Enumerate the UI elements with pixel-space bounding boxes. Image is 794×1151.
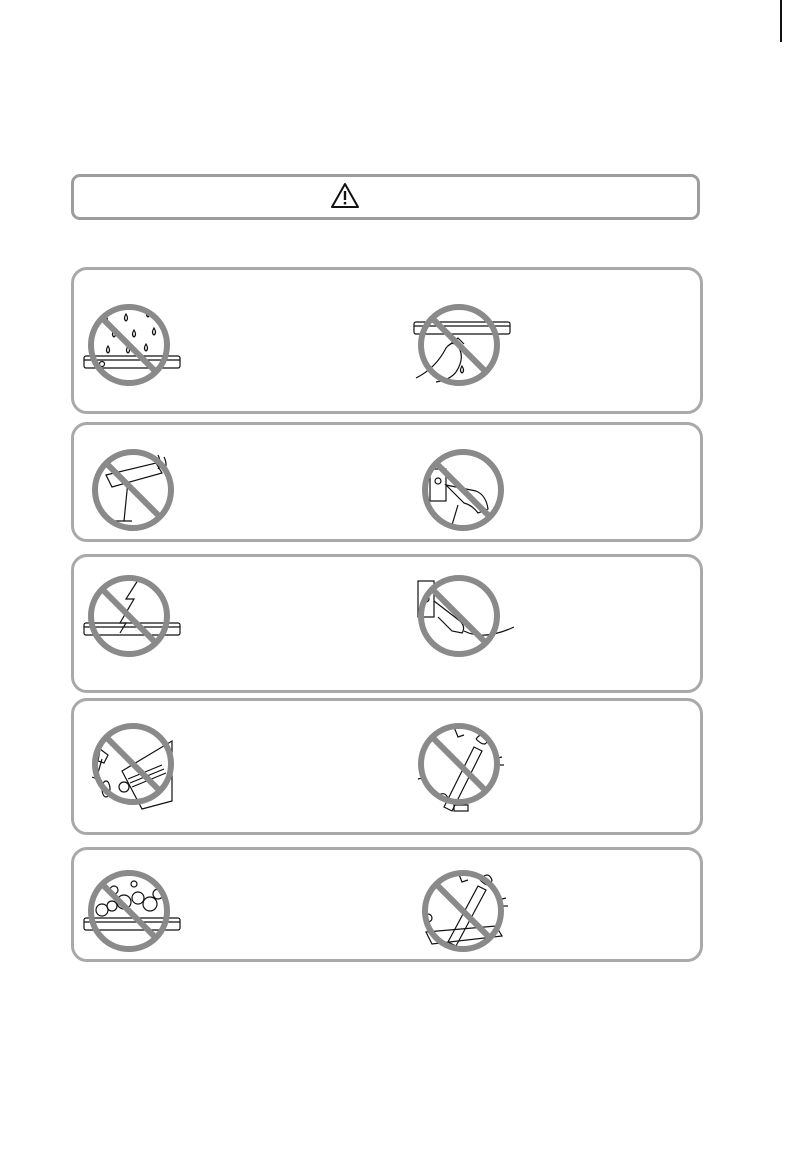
caution-group-1: [71, 267, 703, 414]
caution-group-5: [71, 847, 703, 962]
no-water-drops-icon: [84, 300, 184, 400]
caution-group-3: [71, 554, 703, 693]
no-metal-objects-icon: [88, 719, 188, 819]
no-dust-icon: [84, 866, 184, 966]
warning-banner: [71, 174, 700, 220]
no-pulling-plug-by-cord-icon: [418, 445, 518, 545]
no-wet-hands-icon: [414, 300, 514, 400]
no-disassembly-icon: [418, 866, 518, 966]
no-damaged-cable-icon: [88, 445, 188, 545]
no-tools-icon: [414, 719, 514, 819]
caution-group-4: [71, 698, 703, 835]
warning-triangle-icon: [330, 182, 360, 210]
caution-group-2: [71, 422, 703, 542]
no-lightning-icon: [84, 571, 184, 671]
margin-rule: [780, 0, 782, 42]
no-bent-power-cord-icon: [414, 571, 514, 671]
